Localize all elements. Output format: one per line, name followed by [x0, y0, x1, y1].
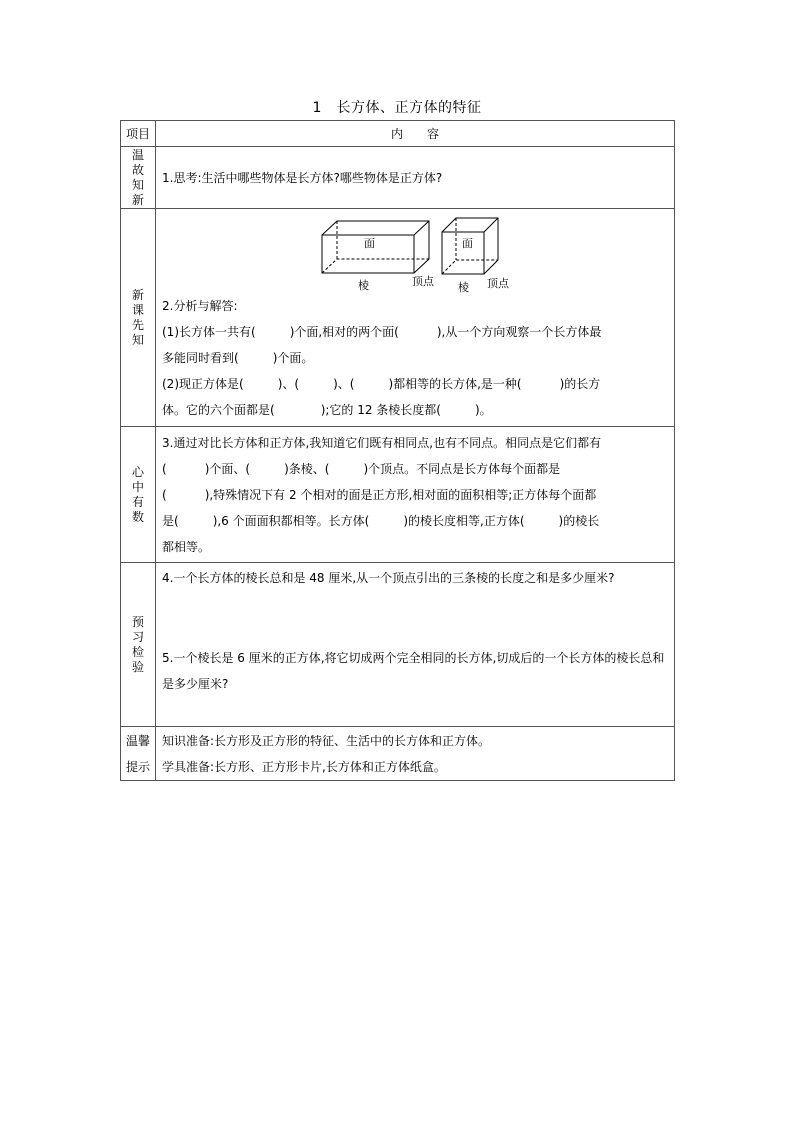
question-5: 5.一个棱长是 6 厘米的正方体,将它切成两个完全相同的长方体,切成后的一个长方体的棱长总和是多少厘米?: [162, 651, 665, 691]
question-3-line2: ( )个面、( )条棱、( )个顶点。不同点是长方体每个面都是: [162, 461, 561, 476]
question-2-2-line2: 体。它的六个面都是( );它的 12 条棱长度都( )。: [162, 402, 492, 417]
cuboid-hidden-edges: [322, 259, 429, 273]
review-label-cell: [121, 147, 156, 209]
cuboid-vertex-label: 顶点: [412, 274, 434, 288]
tips-label-cell: [121, 727, 156, 781]
table-header-row: [121, 121, 675, 147]
cube-hidden-edges: [442, 260, 498, 274]
cuboid-back-edges: [322, 221, 429, 273]
cube-vertex-label: 顶点: [487, 276, 509, 290]
question-3-line4: 是( ),6 个面面积都相等。长方体( )的棱长度相等,正方体( )的棱长: [162, 513, 600, 528]
question-2-1-line2: 多能同时看到( )个面。: [162, 350, 314, 365]
question-1: 1.思考:生活中哪些物体是长方体?哪些物体是正方体?: [162, 170, 443, 185]
tip-tools: 学具准备:长方形、正方形卡片,长方体和正方体纸盒。: [162, 759, 446, 774]
header-content: 内 容: [156, 121, 675, 147]
review-row: [121, 147, 675, 209]
review-content: [156, 147, 675, 209]
mind-content: [156, 427, 675, 563]
tips-row: [121, 727, 675, 781]
cuboid-edge: [414, 221, 429, 235]
newlesson-row: [121, 209, 675, 427]
cuboid-face-label: 面: [364, 236, 375, 250]
review-label: 温故知新: [131, 147, 144, 207]
newlesson-content: [156, 209, 675, 427]
cube-edge-label: 棱: [458, 280, 469, 294]
preview-label: 预习检验: [131, 614, 144, 674]
cuboid-drawing: [322, 221, 429, 273]
mind-row: [121, 427, 675, 563]
worksheet-table: [120, 120, 675, 781]
question-2-2-line1: (2)现正方体是( )、( )、( )都相等的长方体,是一种( )的长方: [162, 376, 601, 391]
page-title: 1 长方体、正方体的特征: [312, 100, 482, 116]
cuboid-cube-figure: [162, 213, 668, 293]
question-2-1-line1: (1)长方体一共有( )个面,相对的两个面( ),从一个方向观察一个长方体最: [162, 324, 602, 339]
preview-content: [156, 563, 675, 727]
cube-face-label: 面: [462, 236, 473, 250]
newlesson-label-cell: [121, 209, 156, 427]
mind-label-cell: [121, 427, 156, 563]
tips-content: [156, 727, 675, 781]
question-3-line5: 都相等。: [162, 539, 211, 554]
tips-label-2: 提示: [125, 759, 150, 774]
question-4-answer-space: [162, 591, 668, 645]
preview-row: [121, 563, 675, 727]
question-2-title: 2.分析与解答:: [162, 298, 238, 313]
question-3-line3: ( ),特殊情况下有 2 个相对的面是正方形,相对面的面积相等;正方体每个面都: [162, 487, 597, 502]
tips-label-1: 温馨: [125, 733, 150, 748]
cuboid-edge-label: 棱: [358, 278, 369, 292]
header-project: 项目: [121, 121, 156, 147]
question-4: 4.一个长方体的棱长总和是 48 厘米,从一个顶点引出的三条棱的长度之和是多少厘米?: [162, 571, 615, 585]
cube-edge: [484, 218, 498, 232]
mind-label: 心中有数: [131, 464, 144, 524]
question-3-line1: 3.通过对比长方体和正方体,我知道它们既有相同点,也有不同点。相同点是它们都有: [162, 435, 602, 450]
preview-label-cell: [121, 563, 156, 727]
newlesson-label: 新课先知: [131, 287, 144, 347]
tip-knowledge: 知识准备:长方形及正方形的特征、生活中的长方体和正方体。: [162, 733, 491, 748]
